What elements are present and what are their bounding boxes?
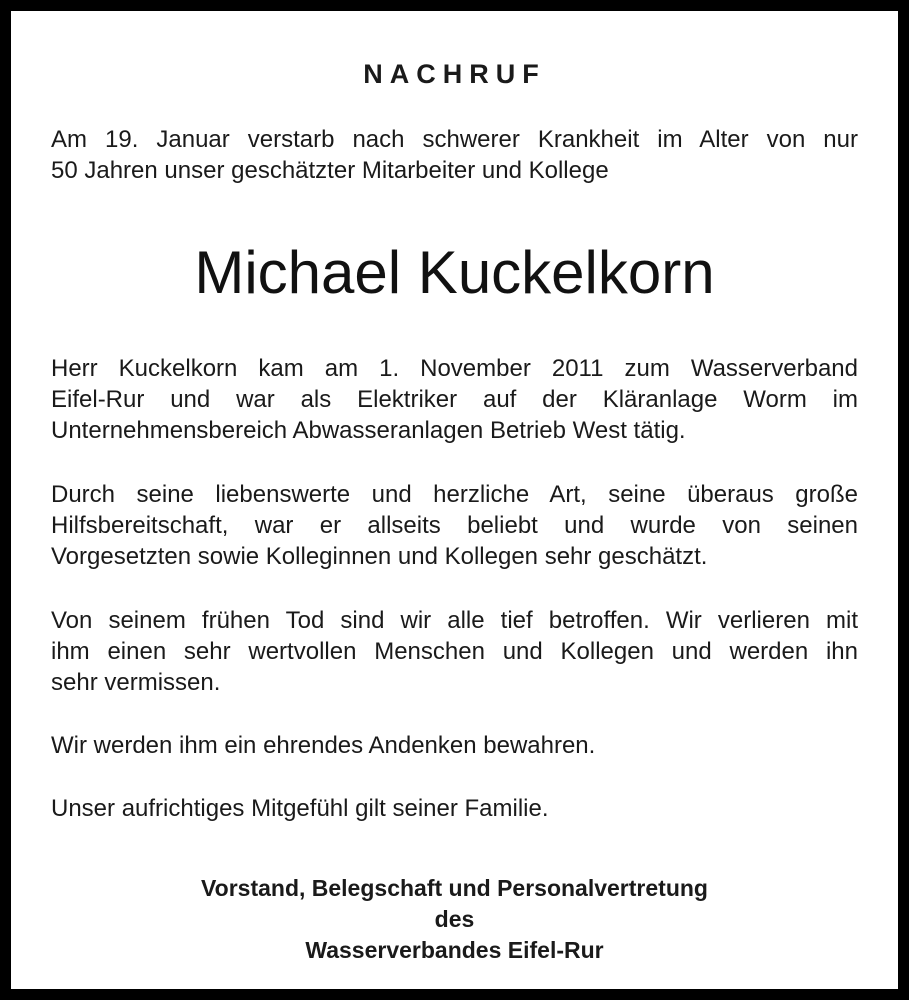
intro-line: 50 Jahren unser geschätzter Mitarbeiter und Kollege — [51, 157, 609, 184]
paragraph-line: Vorgesetzten sowie Kolleginnen und Kollegen sehr geschätzt. — [51, 543, 708, 570]
character-paragraph — [51, 479, 858, 572]
condolence-paragraph: Unser aufrichtiges Mitgefühl gilt seiner Familie. — [51, 795, 549, 822]
paragraph-line: Unternehmensbereich Abwasseranlagen Betrieb West tätig. — [51, 417, 686, 444]
signature-line: Wasserverbandes Eifel-Rur — [305, 937, 604, 963]
grief-paragraph — [51, 605, 858, 698]
deceased-name: Michael Kuckelkorn — [194, 239, 715, 306]
paragraph-line: ihm einen sehr wertvollen Menschen und Kollegen und werden ihn — [51, 638, 858, 665]
paragraph-line: Hilfsbereitschaft, war er allseits beliebt und wurde von seinen — [51, 512, 858, 539]
employment-paragraph — [51, 353, 858, 446]
signature-line: des — [434, 906, 475, 932]
signature-block — [11, 873, 898, 966]
paragraph-line: Eifel-Rur und war als Elektriker auf der Kläranlage Worm im — [51, 386, 858, 413]
intro-line: Am 19. Januar verstarb nach schwerer Krankheit im Alter von nur — [51, 126, 858, 153]
paragraph-line: Von seinem frühen Tod sind wir alle tief betroffen. Wir verlieren mit — [51, 607, 858, 634]
paragraph-line: Herr Kuckelkorn kam am 1. November 2011 zum Wasserverband — [51, 355, 858, 382]
remembrance-paragraph: Wir werden ihm ein ehrendes Andenken bewahren. — [51, 732, 596, 759]
paragraph-line: Durch seine liebenswerte und herzliche Art, seine überaus große — [51, 481, 858, 508]
signature-line: Vorstand, Belegschaft und Personalvertretung — [201, 875, 708, 901]
paragraph-line: sehr vermissen. — [51, 669, 221, 696]
intro-paragraph — [51, 124, 858, 186]
notice-heading: NACHRUF — [363, 59, 546, 89]
